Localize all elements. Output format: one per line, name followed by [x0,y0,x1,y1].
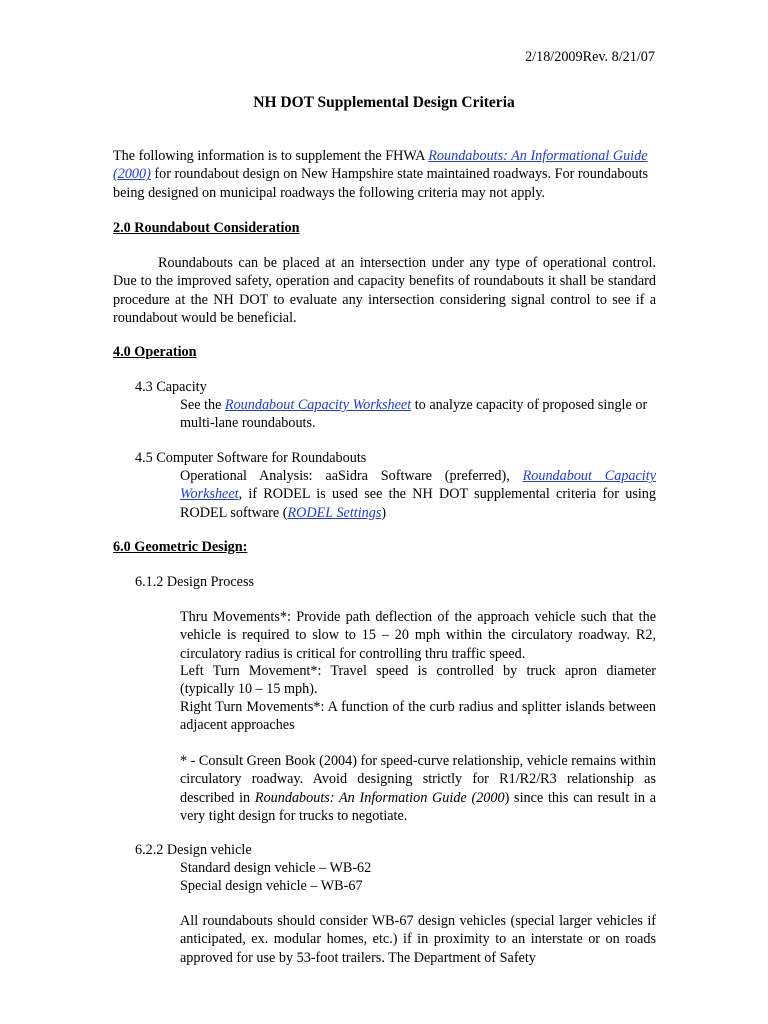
software-label: 4.5 Computer Software for Roundabouts [135,450,367,466]
special-design-vehicle: Special design vehicle – WB-67 [180,878,363,894]
capacity-worksheet-link[interactable]: Roundabout Capacity Worksheet [224,397,412,413]
page-title: NH DOT Supplemental Design Criteria [253,94,515,111]
roundabouts-guide-link[interactable]: Roundabouts: An Informational Guide (2000) [113,148,648,183]
speed-curve-note [180,752,656,826]
thru-movements: Thru Movements*: Provide path deflection of the approach vehicle such that the vehicle is required to slow to 15 – 20 mph within the circulatory roadway. R2, circulatory radius is critical for controlling thru traffic speed. [180,609,656,662]
section-2-heading: 2.0 Roundabout Consideration [113,220,300,236]
software-text-middle: , if RODEL is used see the NH DOT supplemental criteria for using RODEL software ( [180,486,656,521]
design-process-label: 6.1.2 Design Process [135,574,255,590]
standard-design-vehicle: Standard design vehicle – WB-62 [180,860,372,876]
note-text-before: * - Consult Green Book (2004) for speed-curve relationship, vehicle remains within circulatory roadway. Avoid designing strictly for R1/R2/R3 relationship as described in [180,753,656,806]
revision-date: 2/18/2009Rev. 8/21/07 [525,49,655,65]
rodel-settings-link[interactable]: RODEL Settings [287,504,382,521]
section-6-heading: 6.0 Geometric Design: [113,539,248,555]
intro-text-after: for roundabout design on New Hampshire state maintained roadways. For roundabouts being designed on municipal roadways the following criteria may not apply. [113,166,649,201]
design-vehicle-label: 6.2.2 Design vehicle [135,842,252,858]
software-text-after: ) [381,504,387,521]
capacity-text-after: to analyze capacity of proposed single or multi-lane roundabouts. [180,397,648,432]
section-2-body: Roundabouts can be placed at an intersection under any type of operational control. Due to the improved safety, operation and capacity benefits of roundabouts it shall be standard procedure at the NH DOT to evaluate any intersection considering signal control to see if a roundabout would be beneficial. [113,255,656,327]
intro-paragraph [113,147,656,202]
note-text-after: ) since this can result in a very tight design for trucks to negotiate. [180,789,656,825]
software-text-before: Operational Analysis: aaSidra Software (preferred), [180,468,523,484]
right-turn-movements: Right Turn Movements*: A function of the curb radius and splitter islands between adjacent approaches [180,699,656,734]
capacity-text-before: See the [180,397,225,413]
section-4-heading: 4.0 Operation [113,344,197,360]
software-body [180,467,656,522]
capacity-body [180,396,656,433]
capacity-label: 4.3 Capacity [135,379,207,395]
capacity-worksheet-link-2[interactable]: Roundabout Capacity Worksheet [180,468,656,503]
left-turn-movement: Left Turn Movement*: Travel speed is controlled by truck apron diameter (typically 10 – 15 mph). [180,663,656,698]
intro-text-before: The following information is to supplement the FHWA [113,148,429,164]
design-vehicle-body: All roundabouts should consider WB-67 design vehicles (special larger vehicles if anticipated, ex. modular homes, etc.) if in proximity to an interstate or on roads approved for use by 53-foot trailers. The Department of Safety [180,913,656,966]
note-guide-title: Roundabouts: An Information Guide (2000 [254,789,505,806]
